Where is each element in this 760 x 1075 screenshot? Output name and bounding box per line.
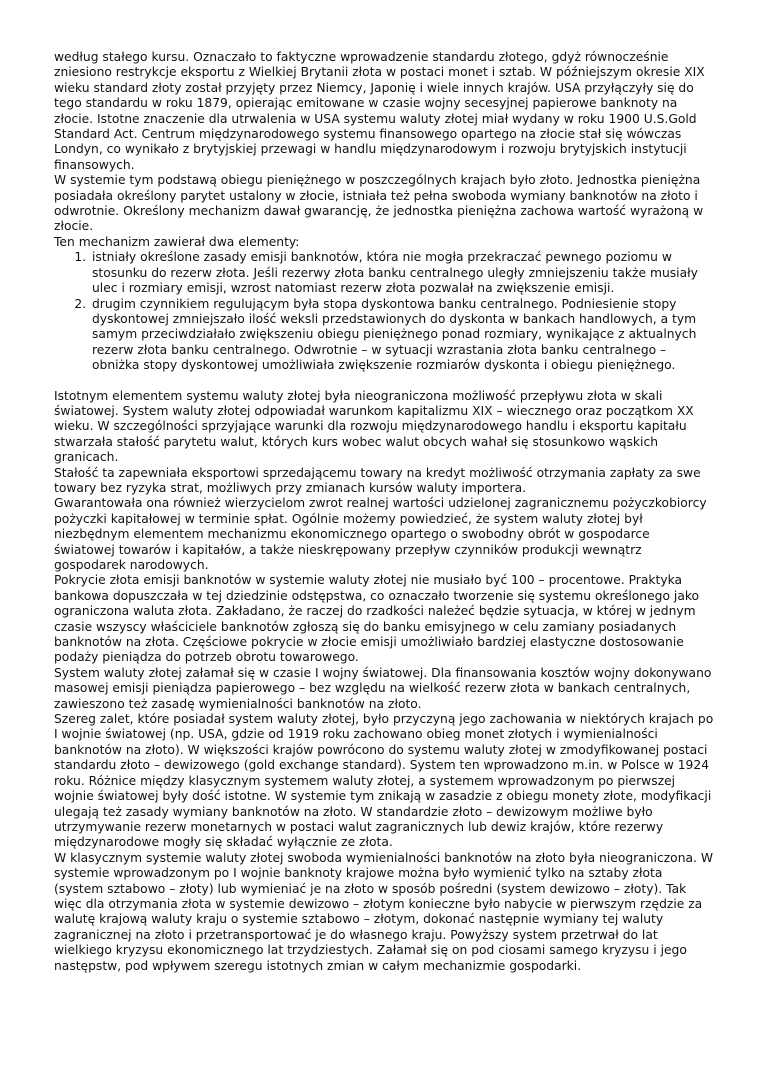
numbered-list — [54, 250, 714, 373]
paragraph: Istotnym elementem systemu waluty złotej była nieograniczona możliwość przepływu złota w skali światowej. System waluty złotej odpowiadał warunkom kapitalizmu XIX – wiecznego oraz początkom XX wieku. W szczególności sprzyjające warunki dla rozwoju międzynarodowego handlu i eksportu kapitału stwarzała stałość parytetu walut, których kurs wobec walut obcych wahał się stosunkowo wąskich granicach. — [54, 388, 694, 465]
list-item: 2. drugim czynnikiem regulującym była stopa dyskontowa banku centralnego. Podniesienie stopy dyskontowej zmniejszało ilość weksli przedstawionych do dyskonta w bankach handlowych, a tym samym przeciwdziałało zwiększeniu obiegu pieniężnego ponad rozmiary, wynikające z aktualnych rezerw złota banku centralnego. Odwrotnie – w sytuacji wzrastania złota banku centralnego – obniżka stopy dyskontowej umożliwiała zwiększenie rozmiarów dyskonta i obiegu pieniężnego. — [90, 297, 714, 374]
document-page — [54, 50, 714, 974]
paragraph: Ten mechanizm zawierał dwa elementy: — [54, 234, 300, 249]
paragraph: Szereg zalet, które posiadał system waluty złotej, było przyczyną jego zachowania w niektórych krajach po I wojnie światowej (np. USA, gdzie od 1919 roku zachowano obieg monet złotych i wymienialności banknotów na złoto). W większości krajów powrócono do systemu waluty złotej w zmodyfikowanej postaci standardu złoto – dewizowego (gold exchange standard). System ten wprowadzono m.in. w Polsce w 1924 roku. Różnice między klasycznym systemem waluty złotej, a systemem wprowadzonym po pierwszej wojnie światowej były dość istotne. W systemie tym znikają w zasadzie z obiegu monety złote, modyfikacji ulegają też zasady wymiany banknotów na złoto. W standardzie złoto – dewizowym możliwe było utrzymywanie rezerw monetarnych w postaci walut zagranicznych lub dewiz krajów, które rezerwy międzynarodowe mogły się składać wyłącznie ze złota. — [54, 712, 714, 850]
paragraph: według stałego kursu. Oznaczało to faktyczne wprowadzenie standardu złotego, gdyż równocześnie zniesiono restrykcje eksportu z Wielkiej Brytanii złota w postaci monet i sztab. W późniejszym okresie XIX wieku standard złoty został przyjęty przez Niemcy, Japonię i wiele innych krajów. USA przyłączyły się do tego standardu w roku 1879, opierając emitowane w czasie wojny secesyjnej papierowe banknoty na złocie. Istotne znaczenie dla utrwalenia w USA systemu waluty złotej miał wydany w roku 1900 U.S.Gold Standard Act. Centrum międzynarodowego systemu finansowego opartego na złocie stał się wówczas Londyn, co wynikało z brytyjskiej przewagi w handlu międzynarodowym i rozwoju brytyjskich instytucji finansowych. — [54, 50, 705, 172]
list-item: 1. istniały określone zasady emisji banknotów, która nie mogła przekraczać pewnego poziomu w stosunku do rezerw złota. Jeśli rezerwy złota banku centralnego uległy zmniejszeniu także musiały ulec i rozmiary emisji, wzrost natomiast rezerw złota pozwalał na zwiększenie emisji. — [90, 250, 714, 296]
paragraph: Pokrycie złota emisji banknotów w systemie waluty złotej nie musiało być 100 – procentowe. Praktyka bankowa dopuszczała w tej dziedzinie odstępstwa, co oznaczało tworzenie się systemu określonego jako ograniczona waluta złota. Zakładano, że raczej do rzadkości należeć będzie sytuacja, w której w jednym czasie wszyscy właściciele banknotów zgłoszą się do banku emisyjnego w celu zamiany posiadanych banknotów na złota. Częściowe pokrycie w złocie emisji umożliwiało bardziej elastyczne dostosowanie podaży pieniądza do potrzeb obrotu towarowego. — [54, 573, 700, 665]
paragraph: W systemie tym podstawą obiegu pieniężnego w poszczególnych krajach było złoto. Jednostka pieniężna posiadała określony parytet ustalony w złocie, istniała też pełna swoboda wymiany banknotów na złoto i odwrotnie. Określony mechanizm dawał gwarancję, że jednostka pieniężna zachowa wartość wyrażoną w złocie. — [54, 173, 704, 234]
paragraph: System waluty złotej załamał się w czasie I wojny światowej. Dla finansowania kosztów wojny dokonywano masowej emisji pieniądza papierowego – bez względu na wielkość rezerw złota w bankach centralnych, zawieszono też zasadę wymienialności banknotów na złoto. — [54, 665, 712, 711]
paragraph: W klasycznym systemie waluty złotej swoboda wymienialności banknotów na złoto była nieograniczona. W systemie wprowadzonym po I wojnie banknoty krajowe można było wymienić tylko na sztaby złota (system sztabowo – złoty) lub wymieniać je na złoto w sposób pośredni (system dewizowo – złoty). Tak więc dla otrzymania złota w systemie dewizowo – złotym konieczne było nabycie w pierwszym rzędzie za walutę krajową waluty kraju o systemie sztabowo – złotym, dokonać następnie wymiany tej waluty zagranicznej na złoto i przetransportować je do własnego kraju. Powyższy system przetrwał do lat wielkiego kryzysu ekonomicznego lat trzydziestych. Załamał się on pod ciosami samego kryzysu i jego następstw, pod wpływem szeregu istotnych zmian w całym mechanizmie gospodarki. — [54, 850, 713, 973]
paragraph: Gwarantowała ona również wierzycielom zwrot realnej wartości udzielonej zagranicznemu pożyczkobiorcy pożyczki kapitałowej w terminie spłat. Ogólnie możemy powiedzieć, że system waluty złotej był niezbędnym elementem mechanizmu ekonomicznego opartego o swobodny obrót w gospodarce światowej towarów i kapitałów, a także nieskrępowany przepływ czynników produkcji wewnątrz gospodarek narodowych. — [54, 496, 707, 572]
paragraph: Stałość ta zapewniała eksportowi sprzedającemu towary na kredyt możliwość otrzymania zapłaty za swe towary bez ryzyka strat, możliwych przy zmianach kursów waluty importera. — [54, 465, 701, 495]
blank-line — [54, 374, 714, 389]
